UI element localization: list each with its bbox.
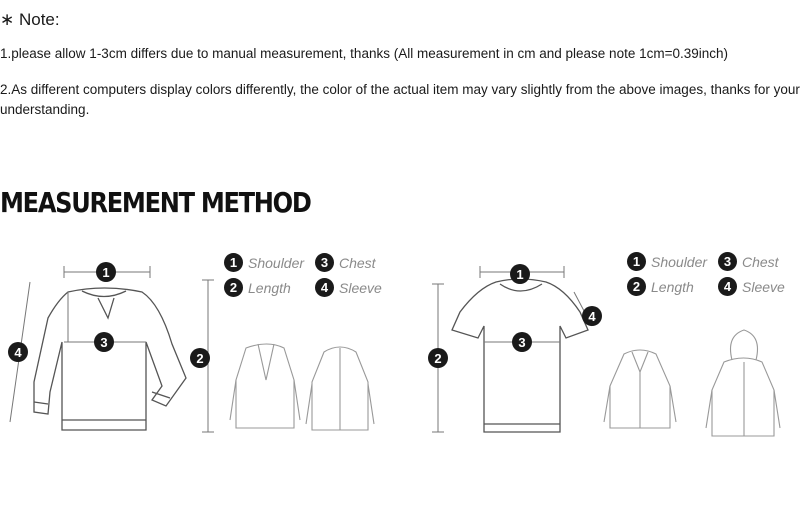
legend-badge: 2 (627, 277, 646, 296)
legend-badge: 4 (315, 278, 334, 297)
note-title: ∗ Note: (0, 10, 60, 29)
legend-right-shoulder (627, 252, 707, 271)
legend-right-sleeve (718, 277, 785, 296)
marker-4-right: 4 (588, 309, 596, 324)
shirt-illustration (604, 350, 676, 428)
legend-badge: 3 (718, 252, 737, 271)
zip-jacket-illustration (306, 347, 374, 430)
suit-jacket-illustration (230, 344, 300, 428)
marker-3-left: 3 (100, 335, 108, 350)
marker-3-right: 3 (518, 335, 526, 350)
marker-4-left: 4 (14, 345, 22, 360)
section-heading: MEASUREMENT METHOD (0, 186, 311, 219)
marker-1-left: 1 (102, 265, 110, 280)
legend-left-sleeve (315, 278, 382, 297)
legend-left-chest (315, 253, 376, 272)
legend-label: Sleeve (339, 279, 382, 296)
legend-right-length (627, 277, 694, 296)
marker-2-left: 2 (196, 351, 204, 366)
legend-left-length (224, 278, 291, 297)
hoodie-illustration (706, 330, 780, 436)
legend-badge: 1 (627, 252, 646, 271)
legend-label: Length (248, 279, 291, 296)
t-shirt-illustration (452, 279, 588, 432)
legend-badge: 3 (315, 253, 334, 272)
note-line-1: 1.please allow 1-3cm differs due to manual measurement, thanks (All measurement in cm and please note 1cm=0.39inch) (0, 46, 729, 61)
legend-label: Sleeve (742, 278, 785, 295)
legend-right-chest (718, 252, 779, 271)
legend-badge: 4 (718, 277, 737, 296)
legend-label: Chest (742, 253, 779, 270)
legend-label: Shoulder (248, 254, 305, 271)
long-sleeve-shirt-illustration (34, 288, 186, 430)
legend-label: Length (651, 278, 694, 295)
legend-badge: 2 (224, 278, 243, 297)
note-line-2: 2.As different computers display colors differently, the color of the actual item may vary slightly from the above images, thanks for your understanding. (0, 82, 800, 117)
marker-2-right: 2 (434, 351, 442, 366)
legend-label: Chest (339, 254, 376, 271)
legend-label: Shoulder (651, 253, 708, 270)
marker-1-right: 1 (516, 267, 524, 282)
legend-badge: 1 (224, 253, 243, 272)
legend-left-shoulder (224, 253, 304, 272)
